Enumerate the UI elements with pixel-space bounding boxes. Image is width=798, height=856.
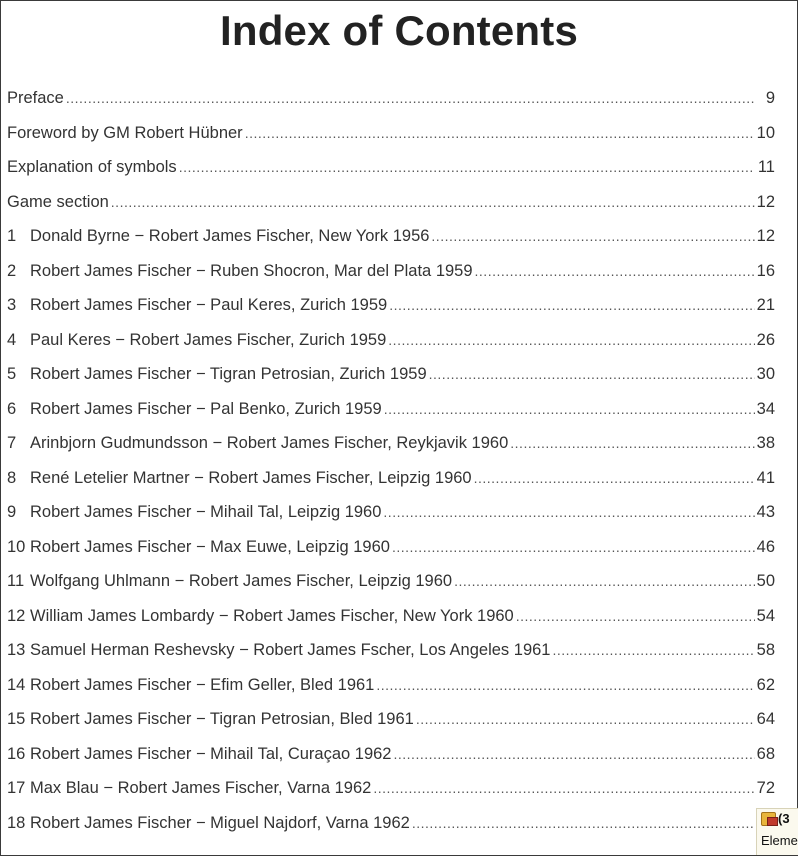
- dot-leader: [179, 159, 755, 175]
- toc-entry-page: 43: [756, 503, 775, 521]
- toc-entry[interactable]: [7, 89, 775, 124]
- toc-entry-page: 16: [756, 261, 775, 280]
- toc-entry[interactable]: [7, 641, 775, 676]
- toc-entry-number: 3: [7, 296, 17, 314]
- dot-leader: [373, 780, 754, 796]
- toc-entry-label: René Letelier Martner − Robert James Fischer, Leipzig 1960: [30, 468, 472, 487]
- toc-entry-label: Foreword by GM Robert Hübner: [7, 123, 243, 142]
- notification-badge[interactable]: [756, 808, 798, 855]
- dot-leader: [66, 90, 755, 106]
- dot-leader: [383, 504, 754, 520]
- toc-entry-number: 16: [7, 744, 26, 763]
- toc-entry-number: 5: [7, 365, 17, 383]
- toc-entry[interactable]: [7, 193, 775, 228]
- dot-leader: [552, 642, 754, 658]
- toc-entry-page: 54: [756, 606, 775, 625]
- toc-entry-number: 14: [7, 675, 26, 694]
- toc-entry-page: 46: [756, 537, 775, 556]
- toc-entry[interactable]: [7, 296, 775, 331]
- toc-entry-label: Robert James Fischer − Ruben Shocron, Mar del Plata 1959: [30, 261, 473, 280]
- toc-entry-number: 4: [7, 330, 17, 349]
- dot-leader: [474, 470, 755, 486]
- dot-leader: [245, 125, 755, 141]
- toc-entry-number: 10: [7, 537, 26, 556]
- toc-entry-label: Robert James Fischer − Pal Benko, Zurich 1959: [30, 399, 382, 418]
- dot-leader: [392, 539, 755, 555]
- toc-entry-page: 50: [756, 572, 775, 590]
- toc-entry[interactable]: [7, 779, 775, 814]
- toc-entry-number: 18: [7, 813, 26, 832]
- dot-leader: [111, 194, 755, 210]
- toc-entry-page: 30: [756, 365, 775, 383]
- toc-entry[interactable]: [7, 710, 775, 745]
- toc-entry-number: 13: [7, 641, 26, 659]
- dot-leader: [412, 815, 755, 831]
- toc-entry-label: Robert James Fischer − Efim Geller, Bled 1961: [30, 675, 375, 694]
- toc-entry-number: 17: [7, 779, 26, 797]
- toc-entry[interactable]: [7, 607, 775, 642]
- elements-icon: [761, 812, 776, 826]
- toc-entry-number: 15: [7, 710, 26, 728]
- toc-entry-page: 11: [757, 158, 775, 176]
- toc-entry-label: Wolfgang Uhlmann − Robert James Fischer, Leipzig 1960: [30, 572, 453, 590]
- toc-entry-number: 6: [7, 399, 17, 418]
- toc-entry-label: William James Lombardy − Robert James Fischer, New York 1960: [30, 606, 514, 625]
- toc-entry-page: 41: [756, 468, 775, 487]
- toc-entry-label: Samuel Herman Reshevsky − Robert James Fscher, Los Angeles 1961: [30, 641, 551, 659]
- dot-leader: [431, 228, 754, 244]
- toc-entry-page: 64: [756, 710, 775, 728]
- toc-entry[interactable]: [7, 572, 775, 607]
- toc-entry-label: Robert James Fischer − Mihail Tal, Curaçao 1962: [30, 744, 392, 763]
- dot-leader: [389, 297, 754, 313]
- toc-entry[interactable]: [7, 503, 775, 538]
- toc-entry[interactable]: [7, 400, 775, 435]
- toc-entry-label: Robert James Fischer − Tigran Petrosian, Zurich 1959: [30, 365, 427, 383]
- toc-entry-number: 8: [7, 468, 17, 487]
- dot-leader: [384, 401, 755, 417]
- toc-entry-page: 26: [756, 330, 775, 349]
- toc-entry-number: 7: [7, 434, 17, 452]
- toc-entry-page: 21: [756, 296, 775, 314]
- toc-entry[interactable]: [7, 745, 775, 780]
- toc-entry-page: 38: [756, 434, 775, 452]
- toc-entry-page: 62: [756, 675, 775, 694]
- toc-entry[interactable]: [7, 124, 775, 159]
- toc-entry[interactable]: [7, 158, 775, 193]
- toc-entry-label: Donald Byrne − Robert James Fischer, New York 1956: [30, 227, 430, 245]
- toc-entry-number: 9: [7, 503, 17, 521]
- toc-entry[interactable]: [7, 538, 775, 573]
- toc-entry[interactable]: [7, 365, 775, 400]
- dot-leader: [394, 746, 755, 762]
- toc-entry-label: Explanation of symbols: [7, 158, 177, 176]
- toc-entry-page: 34: [756, 399, 775, 418]
- toc-entry-page: 9: [765, 89, 775, 107]
- toc-entry-label: Max Blau − Robert James Fischer, Varna 1962: [30, 779, 372, 797]
- dot-leader: [376, 677, 754, 693]
- toc-entry-label: Robert James Fischer − Paul Keres, Zurich 1959: [30, 296, 388, 314]
- toc-entry-label: Paul Keres − Robert James Fischer, Zurich 1959: [30, 330, 387, 349]
- dot-leader: [475, 263, 755, 279]
- toc-entry-label: Game section: [7, 192, 109, 211]
- table-of-contents: [7, 89, 775, 848]
- toc-entry-label: Robert James Fischer − Max Euwe, Leipzig 1960: [30, 537, 390, 556]
- page-title: Index of Contents: [219, 7, 579, 54]
- toc-entry[interactable]: [7, 434, 775, 469]
- toc-entry-label: Arinbjorn Gudmundsson − Robert James Fischer, Reykjavik 1960: [30, 434, 509, 452]
- toc-entry-number: 12: [7, 606, 26, 625]
- toc-entry-page: 72: [756, 779, 775, 797]
- toc-entry-number: 11: [7, 572, 25, 590]
- dot-leader: [416, 711, 755, 727]
- toc-entry[interactable]: [7, 331, 775, 366]
- toc-entry[interactable]: [7, 469, 775, 504]
- toc-entry-label: Preface: [7, 89, 64, 107]
- notification-count: (3: [778, 811, 790, 826]
- toc-entry-page: 58: [756, 641, 775, 659]
- toc-entry-page: 10: [756, 123, 775, 142]
- dot-leader: [516, 608, 755, 624]
- notification-text: Eleme: [761, 833, 798, 848]
- dot-leader: [429, 366, 755, 382]
- dot-leader: [510, 435, 754, 451]
- toc-entry[interactable]: [7, 814, 775, 849]
- dot-leader: [388, 332, 754, 348]
- toc-entry-number: 2: [7, 261, 17, 280]
- toc-entry[interactable]: [7, 262, 775, 297]
- toc-entry-page: 12: [756, 227, 775, 245]
- toc-entry-label: Robert James Fischer − Miguel Najdorf, Varna 1962: [30, 813, 410, 832]
- toc-entry-number: 1: [7, 227, 17, 245]
- toc-entry[interactable]: [7, 227, 775, 262]
- toc-entry-label: Robert James Fischer − Mihail Tal, Leipzig 1960: [30, 503, 382, 521]
- toc-entry-label: Robert James Fischer − Tigran Petrosian, Bled 1961: [30, 710, 414, 728]
- dot-leader: [454, 573, 755, 589]
- toc-entry-page: 68: [756, 744, 775, 763]
- toc-entry[interactable]: [7, 676, 775, 711]
- toc-entry-page: 12: [756, 192, 775, 211]
